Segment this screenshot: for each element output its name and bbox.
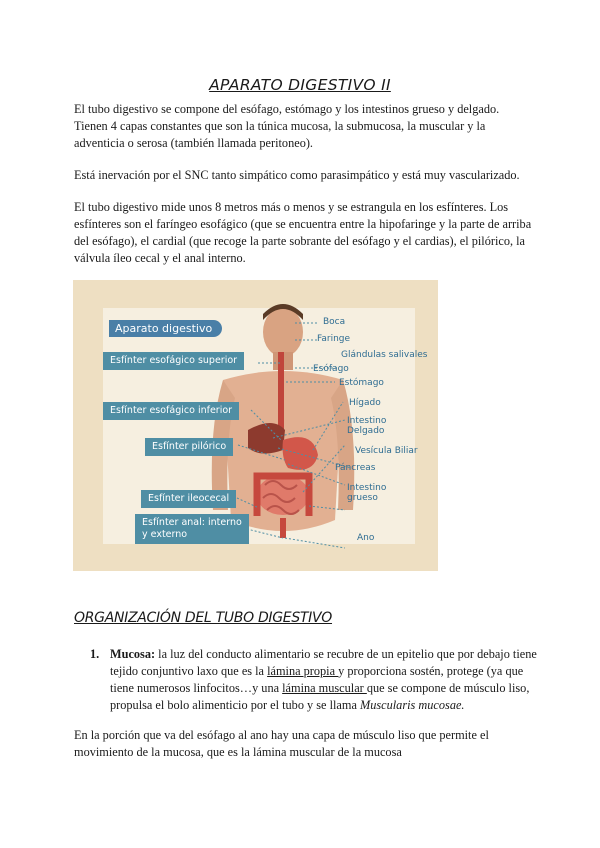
mucosa-text-b: y proporciona sostén, protege (ya que tiene numerosos linfocitos…y una — [110, 664, 524, 695]
label-intestino-delgado: Intestino Delgado — [347, 416, 387, 436]
label-esfinter-pilorico: Esfínter pilórico — [145, 438, 233, 456]
label-esofago: Esófago — [313, 364, 349, 374]
label-glandulas-salivales: Glándulas salivales — [341, 350, 428, 360]
paragraph-sphincters: El tubo digestivo mide unos 8 metros más o menos y se estrangula en los esfínteres. Los esfínteres son el faríngeo esofágico (que se encuentra entre la hipofaringe y la parte de arriba del esófago), el cardial (que recoge la parte sobrante del esófago y el cardias), el pilórico, la válvula íleo cecal y el anal interno. — [74, 200, 532, 265]
list-item — [90, 646, 545, 714]
term-mucosa: Mucosa: — [110, 647, 156, 661]
label-faringe: Faringe — [317, 334, 351, 344]
label-boca: Boca — [323, 317, 346, 327]
label-intestino-grueso: Intestino grueso — [347, 483, 387, 503]
paragraph-closing: En la porción que va del esófago al ano hay una capa de músculo liso que permite el movimiento de la mucosa, que es la lámina muscular de la mucosa — [74, 728, 489, 759]
page-title: APARATO DIGESTIVO II — [209, 76, 391, 94]
label-vesicula-biliar: Vesícula Biliar — [355, 446, 418, 456]
label-esfinter-esofagico-superior: Esfínter esofágico superior — [103, 352, 244, 370]
label-esfinter-anal: Esfínter anal: interno y externo — [135, 514, 249, 544]
term-lamina-muscular: lámina muscular — [282, 681, 367, 695]
label-higado: Hígado — [349, 398, 381, 408]
list-item-text — [110, 646, 545, 714]
label-esfinter-esofagico-inferior: Esfínter esofágico inferior — [103, 402, 239, 420]
section-title: ORGANIZACIÓN DEL TUBO DIGESTIVO — [74, 610, 333, 626]
list-number: 1. — [90, 647, 100, 661]
figure-heading: Aparato digestivo — [109, 320, 222, 337]
digestive-system-figure — [73, 280, 438, 571]
mucosa-text-a: la luz del conducto alimentario se recubre de un epitelio que por debajo tiene tejido conjuntivo laxo que es la — [110, 647, 537, 678]
paragraph-innervation: Está inervación por el SNC tanto simpático como parasimpático y está muy vascularizado. — [74, 168, 520, 182]
label-pancreas: Páncreas — [335, 463, 376, 473]
layers-list — [90, 646, 545, 714]
label-ano: Ano — [357, 533, 375, 543]
paragraph-layers: El tubo digestivo se compone del esófago, estómago y los intestinos grueso y delgado. Tienen 4 capas constantes que son la túnica mucosa, la submucosa, la muscular y la adventicia o serosa (también llamada peritoneo). — [74, 102, 500, 150]
term-muscularis-mucosae: Muscularis mucosae. — [359, 698, 465, 712]
label-estomago: Estómago — [339, 378, 384, 388]
term-lamina-propia: lámina propia — [267, 664, 339, 678]
label-esfinter-ileocecal: Esfínter ileocecal — [141, 490, 236, 508]
mucosa-text-c: que se compone de músculo liso, propulsa el bolo alimenticio por el tubo y se llama — [110, 681, 530, 712]
